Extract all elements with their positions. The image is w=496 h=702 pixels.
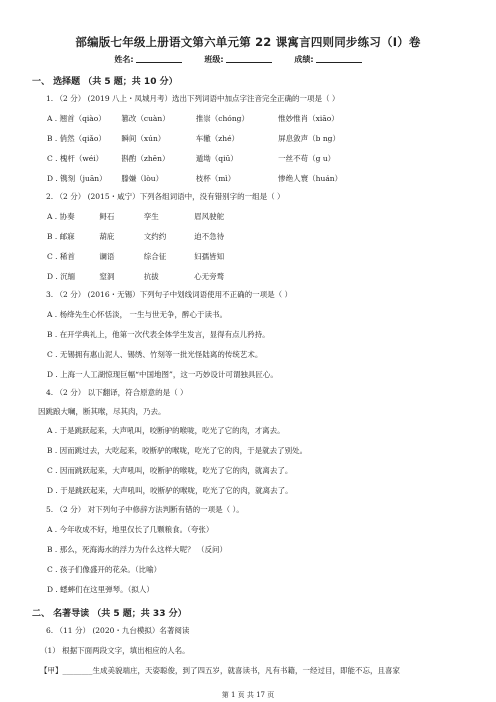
- option-text: D . 沉缅: [47, 272, 76, 281]
- question-stem-6: 6. （11 分） (2020・九台模拟）名著阅读: [46, 626, 190, 635]
- name-blank[interactable]: [136, 62, 182, 63]
- question-stem-1: 1. （2 分） (2019 八上・凤城月考）选出下列词语中加点字注音完全正确的一项是（ ）: [46, 94, 340, 103]
- option-text: 车辙（zhé）: [195, 134, 240, 143]
- option-text: 瞬间（xún）: [121, 134, 166, 143]
- option-3d: D . 上海一人工湖惊现巨幅“中国地图”，这一巧妙设计可谓独具匠心。: [47, 370, 278, 379]
- option-text: 惟妙惟肖（xiāo）: [278, 114, 339, 123]
- option-1d: [47, 174, 477, 184]
- option-3a: A . 杨绛先生心怀恬淡， 一生与世无争，醉心于读书。: [47, 310, 227, 319]
- option-4c: C . 因而跳跃起来，大声吼叫，咬断驴的喉咙，吃光了它的肉，就离去了。: [47, 466, 293, 475]
- option-text: B . 邮寐: [47, 232, 75, 241]
- option-1c: [47, 154, 477, 164]
- option-5b: B . 那么，死海海水的浮力为什么这样大呢？ （反问）: [47, 545, 228, 554]
- option-4d: D . 于是跳跃起来，大声吼叫，咬断驴的喉咙，吃光了它的肉，就离去了。: [47, 486, 293, 495]
- question-stem-2: 2. （2 分） (2015・咸宁）下列各组词语中，没有错别字的一组是（ ）: [46, 192, 285, 201]
- option-4b: B . 因而跳过去，大吃起来，咬断驴的喉咙，吃光了它的肉，于是就去了别处。: [47, 446, 308, 455]
- option-text: 枝杯（mì）: [195, 174, 236, 183]
- option-2d: [47, 272, 477, 282]
- option-text: C . 槐杆（wéi）: [47, 154, 104, 163]
- option-text: 一丝不苟（g u）: [278, 154, 336, 163]
- class-blank[interactable]: [226, 62, 272, 63]
- score-blank[interactable]: [316, 62, 362, 63]
- passage-jia: 【甲】________生成美貌端庄，天姿聪俊，到了四五岁，就喜读书，凡有书籍，一经过目，即能不忘，且喜家: [40, 666, 400, 675]
- score-label: 成绩:: [294, 55, 314, 64]
- option-1b: [47, 134, 477, 144]
- option-5d: D . 蟋蟀们在这里弹琴。（拟人）: [47, 585, 154, 594]
- question-quote-4: 因跳踉大㘎，断其喉，尽其肉，乃去。: [38, 407, 166, 416]
- option-3c: C . 无锡拥有惠山泥人、锡绣、竹刻等一批光怪陆离的传统艺术。: [47, 350, 263, 359]
- option-text: 推崇（chóng）: [195, 114, 249, 123]
- option-text: 惨绝人寰（huán）: [278, 174, 343, 183]
- option-text: 屏息敛声（b ng）: [278, 134, 340, 143]
- option-text: B . 俏然（qiǎo）: [47, 134, 106, 143]
- option-text: 窒洞: [99, 272, 115, 281]
- option-text: A . 协奏: [47, 212, 75, 221]
- option-5c: C . 孩子们像盛开的花朵。（比喻）: [47, 565, 162, 574]
- option-2b: [47, 232, 477, 242]
- sub-question-6-1: （1） 根据下面两段文字，填出相应的人名。: [40, 646, 190, 655]
- option-text: 心无旁骛: [194, 272, 225, 281]
- section-heading-reading: 二、 名著导读 （共 5 题；共 33 分）: [32, 609, 187, 619]
- option-1a: [47, 114, 477, 124]
- option-text: 遁坳（qiū）: [195, 154, 238, 163]
- question-stem-5: 5. （2 分） 对下列句子中修辞方法判断有错的一项是（ ）。: [46, 505, 244, 514]
- option-2c: [47, 252, 477, 262]
- option-text: D . 镌刻（juān）: [47, 174, 107, 183]
- option-text: 文约约: [143, 232, 167, 241]
- option-text: 谰语: [99, 252, 115, 261]
- section-heading-choice: 一、 选择题 （共 5 题；共 10 分）: [32, 77, 178, 87]
- option-text: 眉风驶舵: [194, 212, 225, 221]
- option-text: 斟酌（zhēn）: [121, 154, 170, 163]
- question-stem-4: 4. （2 分） 以下翻译，符合原意的是（ ）: [46, 388, 188, 397]
- class-label: 班级:: [204, 55, 224, 64]
- page-footer: 第 1 页 共 17 页: [221, 691, 275, 699]
- option-text: 滕嫌（lòu）: [121, 174, 164, 183]
- option-text: C . 稀首: [47, 252, 75, 261]
- page-title: 部编版七年级上册语文第六单元第 22 课寓言四则同步练习（I）卷: [75, 35, 421, 49]
- option-4a: A . 于是跳跃起来，大声吼叫，咬断驴的喉咙，吃光了它的肉，才离去。: [47, 426, 285, 435]
- option-3b: B . 在开学典礼上，他第一次代表全体学生发言，显得有点儿矜持。: [47, 330, 270, 339]
- option-text: 葫庇: [99, 232, 115, 241]
- option-text: 抗拔: [143, 272, 159, 281]
- option-text: 鲟石: [99, 212, 115, 221]
- name-label: 姓名:: [114, 55, 134, 64]
- student-info-row: [0, 54, 496, 65]
- option-5a: A . 今年收成不好，地里仅长了几颗粮食。（夸张）: [47, 525, 214, 534]
- option-text: A . 翘首（qiào）: [47, 114, 106, 123]
- option-text: 综合征: [143, 252, 167, 261]
- option-text: 迫不急待: [194, 232, 225, 241]
- option-text: 妇孺皆知: [194, 252, 225, 261]
- option-text: 孪生: [143, 212, 159, 221]
- option-2a: [47, 212, 477, 222]
- option-text: 篡改（cuàn）: [121, 114, 170, 123]
- question-stem-3: 3. （2 分） (2016・无锡）下列句子中划线词语使用不正确的一项是（ ）: [46, 290, 292, 299]
